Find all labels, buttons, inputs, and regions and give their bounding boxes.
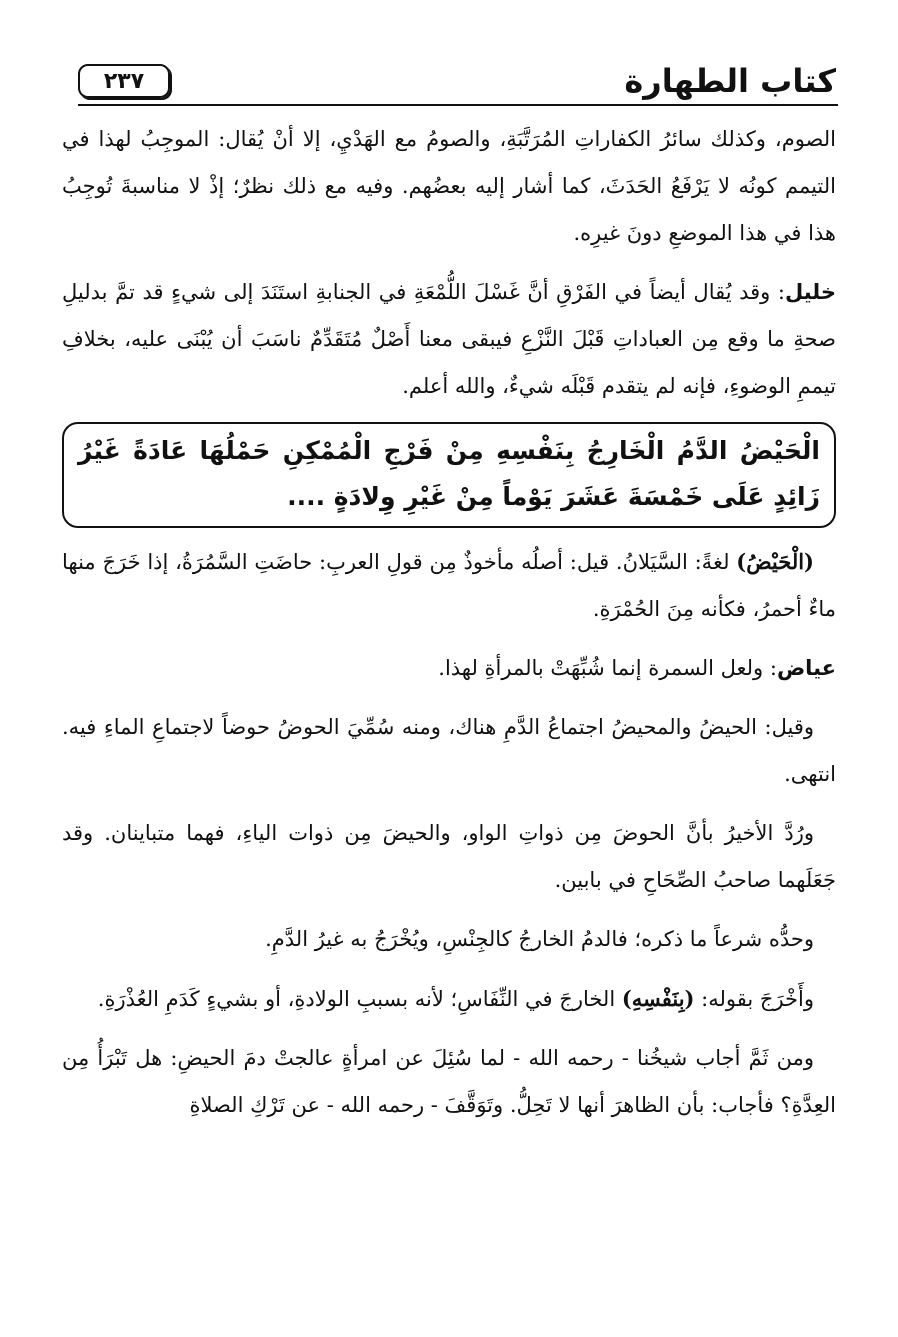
paragraph: [62, 116, 836, 257]
quoted-term: (الْحَيْضُ): [736, 549, 814, 574]
paragraph-text: الصوم، وكذلك سائرُ الكفاراتِ المُرَتَّبَةِ، والصومُ مع الهَدْيِ، إلا أنْ يُقال: الموجِبُ لهذا في التيمم كونُه لا يَرْفَعُ الحَدَثَ، كما أشار إليه بعضُهم. وفيه مع ذلك نظرٌ؛ إذْ لا مناسبةَ تُوجِبُ هذا في هذا الموضعِ دونَ غيرِه.: [62, 127, 836, 245]
paragraph: [62, 269, 836, 410]
header-divider: [78, 104, 838, 106]
paragraph-text: : وقد يُقال أيضاً في الفَرْقِ أنَّ غَسْلَ اللُّمْعَةِ في الجنابةِ استَنَدَ إلى شيءٍ قد تمَّ بدليلِ صحةِ ما وقع مِن العباداتِ قَبْلَ النَّزْعِ فيبقى معنا أَصْلٌ مُتَقَدِّمٌ ناسَبَ أن يُبْنَى عليه، بخلافِ تيممِ الوضوءِ، فإنه لم يتقدم قَبْلَه شيءٌ، والله أعلم.: [62, 280, 836, 398]
paragraph: [62, 1035, 836, 1129]
paragraph-text: وقيل: الحيضُ والمحيضُ اجتماعُ الدَّمِ هناك، ومنه سُمِّيَ الحوضُ حوضاً لاجتماعِ الماءِ فيه. انتهى.: [62, 715, 836, 786]
paragraph-text: وأَخْرَجَ بقوله:: [694, 987, 814, 1011]
speaker-label: عياض: [776, 656, 836, 680]
paragraph: [62, 975, 836, 1023]
paragraph-text: ورُدَّ الأخيرُ بأنَّ الحوضَ مِن ذواتِ الواو، والحيضَ مِن ذوات الياءِ، فهما متباينان. وقد جَعَلَهما صاحبُ الصِّحَاحِ في بابين.: [62, 821, 836, 892]
page-body: [62, 116, 836, 1141]
matn-box: [62, 422, 836, 528]
page-number-box: [78, 64, 170, 98]
paragraph: [62, 810, 836, 904]
quoted-term: (بِنَفْسِهِ): [621, 986, 695, 1011]
paragraph-text: : ولعل السمرة إنما شُبِّهَتْ بالمرأةِ لهذا.: [438, 656, 777, 680]
paragraph: [62, 916, 836, 963]
paragraph-text: وحدُّه شرعاً ما ذكره؛ فالدمُ الخارجُ كالجِنْسِ، ويُخْرَجُ به غيرُ الدَّمِ.: [265, 927, 814, 951]
page-header: [78, 58, 836, 106]
speaker-label: خليل: [784, 280, 836, 304]
matn-text: الْحَيْضُ الدَّمُ الْخَارِجُ بِنَفْسِهِ مِنْ فَرْجِ الْمُمْكِنِ حَمْلُهَا عَادَةً غَيْرُ زَائِدٍ عَلَى خَمْسَةَ عَشَرَ يَوْماً مِنْ غَيْرِ وِلادَةٍ ....: [78, 436, 820, 511]
paragraph-text: لغةً: السَّيَلانُ. قيل: أصلُه مأخوذٌ مِن قولِ العربِ: حاضَتِ السَّمُرَةُ، إذا خَرَجَ منها ماءٌ أحمرُ، فكأنه مِنَ الحُمْرَةِ.: [62, 550, 836, 621]
paragraph: [62, 704, 836, 798]
page-number: ٢٣٧: [103, 68, 145, 94]
paragraph-text: الخارجَ في النِّفَاسِ؛ لأنه بسببِ الولادةِ، أو بشيءٍ كَدَمِ العُذْرَةِ.: [97, 987, 622, 1011]
paragraph-text: ومن ثَمَّ أجاب شيخُنا - رحمه الله - لما سُئِلَ عن امرأةٍ عالجتْ دمَ الحيضِ: هل تَبْرَأُ مِن العِدَّةِ؟ فأجاب: بأن الظاهرَ أنها لا تَحِلُّ. وتَوَقَّفَ - رحمه الله - عن تَرْكِ الصلاةِ: [62, 1046, 836, 1117]
paragraph: [62, 538, 836, 633]
paragraph: [62, 645, 836, 692]
book-title: كتاب الطهارة: [624, 62, 836, 100]
